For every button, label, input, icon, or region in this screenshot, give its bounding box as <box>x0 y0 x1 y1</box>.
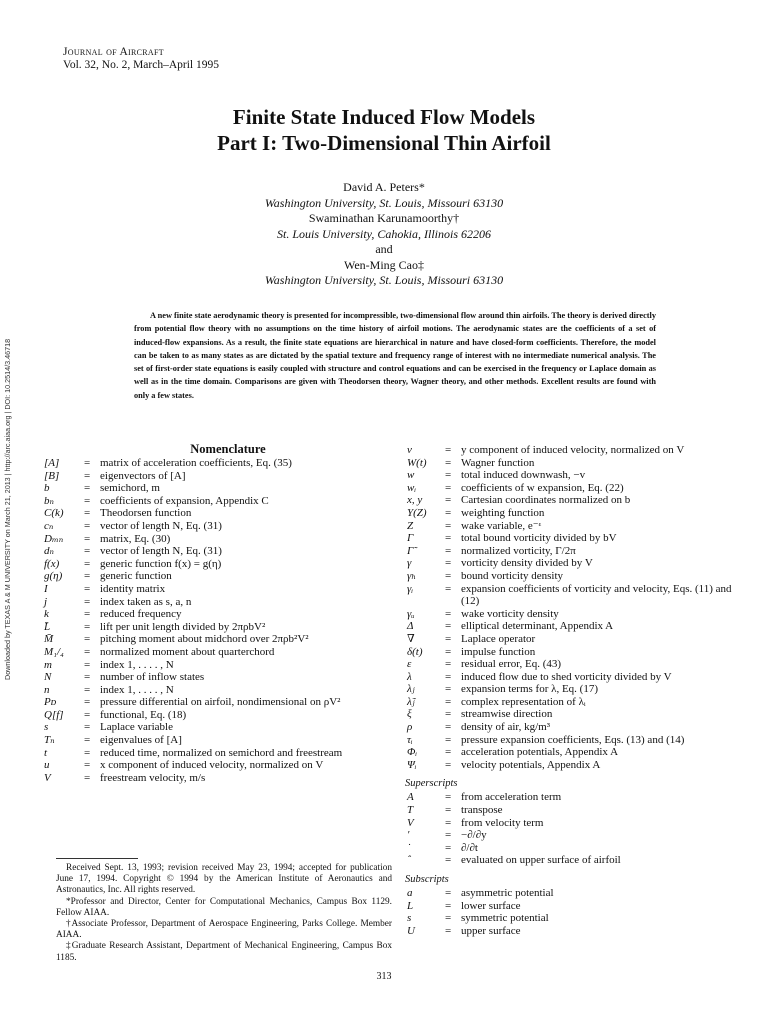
nomenclature-symbol: t <box>44 746 48 759</box>
nomenclature-symbol: V <box>407 816 414 829</box>
nomenclature-equals: = <box>445 444 452 456</box>
nomenclature-equals: = <box>445 481 452 494</box>
nomenclature-equals: = <box>84 683 91 696</box>
nomenclature-definition: complex representation of λᵢ <box>461 695 586 708</box>
nomenclature-symbol: A <box>407 791 414 804</box>
nomenclature-entry <box>405 696 735 709</box>
nomenclature-definition: total induced downwash, −v <box>461 469 586 482</box>
nomenclature-entry <box>42 696 392 709</box>
nomenclature-equals: = <box>445 791 452 804</box>
nomenclature-definition: streamwise direction <box>461 708 553 721</box>
nomenclature-equals: = <box>84 734 91 747</box>
nomenclature-entry <box>42 671 392 684</box>
nomenclature-symbol: n <box>44 683 50 696</box>
nomenclature-equals: = <box>445 829 452 842</box>
nomenclature-entry <box>42 659 392 672</box>
paper-title <box>0 104 768 156</box>
author-affiliation: Washington University, St. Louis, Missouri 63130 <box>264 273 504 287</box>
footnote: *Professor and Director, Center for Computational Mechanics, Campus Box 1129. Fellow AIAA. <box>56 896 392 918</box>
nomenclature-entry <box>405 633 735 646</box>
nomenclature-definition: generic function <box>100 570 172 583</box>
nomenclature-equals: = <box>84 759 91 772</box>
nomenclature-entry <box>42 570 392 583</box>
nomenclature-entry <box>405 804 735 817</box>
nomenclature-equals: = <box>84 582 91 595</box>
nomenclature-entry <box>405 494 735 507</box>
nomenclature-equals: = <box>445 841 452 854</box>
nomenclature-symbol: cₙ <box>44 519 54 532</box>
nomenclature-symbol: Y(Z) <box>407 506 427 519</box>
nomenclature-symbol: Ψᵢ <box>407 758 417 771</box>
nomenclature-definition: Wagner function <box>461 456 535 469</box>
nomenclature-symbol: ˆ <box>407 854 411 867</box>
nomenclature-entry <box>405 759 735 772</box>
nomenclature-definition: identity matrix <box>100 582 166 595</box>
nomenclature-definition: total bound vorticity divided by bV <box>461 532 617 545</box>
footnote: ‡Graduate Research Assistant, Department of Mechanical Engineering, Campus Box 1185. <box>56 941 392 963</box>
nomenclature-symbol: Γ <box>407 532 414 545</box>
nomenclature-entry <box>405 545 735 558</box>
nomenclature-equals: = <box>445 519 452 532</box>
nomenclature-symbol: λ <box>407 670 412 683</box>
nomenclature-entry <box>42 457 392 470</box>
nomenclature-definition: upper surface <box>461 924 521 937</box>
nomenclature-equals: = <box>84 507 91 520</box>
nomenclature-definition: evaluated on upper surface of airfoil <box>461 854 621 867</box>
nomenclature-entry <box>405 532 735 545</box>
nomenclature-symbol: g(η) <box>44 570 63 583</box>
nomenclature-equals: = <box>84 620 91 633</box>
nomenclature-entry <box>42 470 392 483</box>
nomenclature-entry <box>405 507 735 520</box>
nomenclature-equals: = <box>445 494 452 507</box>
journal-name: Journal of Aircraft <box>63 46 164 58</box>
nomenclature-symbol: Z <box>407 519 414 532</box>
nomenclature-entry <box>405 520 735 533</box>
nomenclature-definition: generic function f(x) = g(η) <box>100 557 222 570</box>
nomenclature-definition: asymmetric potential <box>461 887 554 899</box>
nomenclature-equals: = <box>84 708 91 721</box>
nomenclature-equals: = <box>445 544 452 557</box>
nomenclature-entry <box>405 683 735 696</box>
nomenclature-equals: = <box>445 670 452 683</box>
nomenclature-entry <box>42 747 392 760</box>
nomenclature-definition: pressure differential on airfoil, nondimensional on ρV² <box>100 696 341 709</box>
title-line-1: Finite State Induced Flow Models <box>232 105 536 129</box>
nomenclature-equals: = <box>445 854 452 867</box>
nomenclature-equals: = <box>445 620 452 633</box>
nomenclature-entry <box>42 608 392 621</box>
nomenclature-equals: = <box>445 758 452 771</box>
nomenclature-definition: pitching moment about midchord over 2πρb²V² <box>100 633 309 646</box>
nomenclature-entry <box>405 791 735 804</box>
nomenclature-definition: Cartesian coordinates normalized on b <box>461 494 631 507</box>
nomenclature-definition: x component of induced velocity, normalized on V <box>100 759 324 772</box>
nomenclature-entry <box>405 854 735 867</box>
nomenclature-left-column <box>42 457 392 784</box>
nomenclature-equals: = <box>445 632 452 645</box>
nomenclature-entry <box>42 545 392 558</box>
nomenclature-symbol: w <box>407 469 415 482</box>
nomenclature-symbol: m <box>44 658 52 671</box>
nomenclature-equals: = <box>445 557 452 570</box>
nomenclature-entry <box>42 621 392 634</box>
nomenclature-definition: pressure expansion coefficients, Eqs. (13) and (14) <box>461 733 685 746</box>
nomenclature-equals: = <box>84 771 91 784</box>
nomenclature-definition: elliptical determinant, Appendix A <box>461 620 614 633</box>
nomenclature-symbol: Γ̃ <box>407 544 414 557</box>
nomenclature-definition: matrix, Eq. (30) <box>100 532 171 545</box>
nomenclature-equals: = <box>445 582 452 595</box>
nomenclature-symbol: δ(t) <box>407 645 423 658</box>
nomenclature-equals: = <box>445 924 452 937</box>
nomenclature-entry <box>42 709 392 722</box>
title-line-2: Part I: Two-Dimensional Thin Airfoil <box>217 131 551 155</box>
nomenclature-equals: = <box>445 658 452 671</box>
nomenclature-equals: = <box>445 721 452 734</box>
nomenclature-definition: ∂/∂t <box>461 841 478 854</box>
author-name: and <box>375 242 393 256</box>
nomenclature-equals: = <box>445 469 452 482</box>
nomenclature-symbol: b <box>44 482 50 495</box>
nomenclature-entry <box>405 842 735 855</box>
nomenclature-entry <box>405 887 735 900</box>
author-name: Wen-Ming Cao‡ <box>343 257 425 272</box>
nomenclature-definition: lift per unit length divided by 2πρbV² <box>100 620 266 633</box>
nomenclature-entry <box>405 721 735 734</box>
nomenclature-symbol: ′ <box>407 829 410 842</box>
nomenclature-entry <box>405 482 735 495</box>
nomenclature-equals: = <box>445 746 452 759</box>
nomenclature-symbol: Q[f] <box>44 708 64 721</box>
abstract: A new finite state aerodynamic theory is presented for incompressible, two-dimensional flow around thin airfoils. The theory is derived directly from potential flow theory with no assumptions on the time history of airfoil motions. The aerodynamic states are the coefficients of a set of induced-flow expansions. As a result, the finite state equations are hierarchical in nature and have closed-form coefficients. Therefore, the model can be taken to as many states as are dictated by the spatial texture and frequency range of interest with no intermediate numerical analysis. The set of first-order state equations is easily coupled with structure and control equations and can be exercised in the frequency or Laplace domain as well as in the time domain. Comparisons are given with Theodorsen theory, Wagner theory, and other methods. Excellent results are found with only a few states. <box>134 311 656 400</box>
nomenclature-definition: coefficients of w expansion, Eq. (22) <box>461 481 624 494</box>
nomenclature-equals: = <box>445 899 452 912</box>
nomenclature-symbol: V <box>44 771 51 784</box>
nomenclature-equals: = <box>445 569 452 582</box>
nomenclature-entry <box>42 482 392 495</box>
nomenclature-entry <box>42 759 392 772</box>
nomenclature-definition: reduced time, normalized on semichord and freestream <box>100 746 343 759</box>
nomenclature-equals: = <box>445 695 452 708</box>
superscripts-list <box>405 791 735 867</box>
nomenclature-symbol: τᵢ <box>407 733 413 746</box>
nomenclature-definition: normalized moment about quarterchord <box>100 645 275 658</box>
nomenclature-entry <box>405 734 735 747</box>
nomenclature-entry <box>405 620 735 633</box>
nomenclature-definition: −∂/∂y <box>461 829 487 842</box>
nomenclature-definition: expansion coefficients of vorticity and velocity, Eqs. (11) and (12) <box>461 582 732 608</box>
nomenclature-symbol: L <box>407 899 414 912</box>
nomenclature-definition: vector of length N, Eq. (31) <box>100 545 222 558</box>
nomenclature-entry <box>42 507 392 520</box>
nomenclature-equals: = <box>84 671 91 684</box>
nomenclature-equals: = <box>445 708 452 721</box>
nomenclature-equals: = <box>84 721 91 734</box>
download-watermark-text: Downloaded by TEXAS A & M UNIVERSITY on March 21, 2013 | http://arc.aiaa.org | DOI: 10.2514/3.46718 <box>3 338 12 680</box>
nomenclature-equals: = <box>84 469 91 482</box>
nomenclature-entry <box>42 520 392 533</box>
nomenclature-heading: Nomenclature <box>190 442 266 456</box>
nomenclature-definition: functional, Eq. (18) <box>100 708 187 721</box>
nomenclature-symbol: [B] <box>44 469 60 482</box>
nomenclature-symbol: x, y <box>407 494 423 507</box>
nomenclature-equals: = <box>84 457 91 469</box>
nomenclature-entry <box>405 557 735 570</box>
nomenclature-symbol: ˙ <box>407 841 411 854</box>
nomenclature-equals: = <box>445 887 452 899</box>
nomenclature-symbol: Pᴅ <box>44 696 57 709</box>
nomenclature-symbol: j <box>44 595 48 608</box>
footnote: †Associate Professor, Department of Aerospace Engineering, Parks College. Member AIAA. <box>56 919 392 941</box>
nomenclature-equals: = <box>84 545 91 558</box>
nomenclature-equals: = <box>445 912 452 925</box>
nomenclature-definition: wake variable, e⁻ᵋ <box>461 519 542 532</box>
nomenclature-definition: eigenvalues of [A] <box>100 734 182 747</box>
nomenclature-entry <box>405 829 735 842</box>
nomenclature-definition: vector of length N, Eq. (31) <box>100 519 222 532</box>
nomenclature-entry <box>42 772 392 785</box>
nomenclature-symbol: M̄ <box>44 633 54 646</box>
nomenclature-symbol: wᵢ <box>407 481 417 494</box>
nomenclature-symbol: U <box>407 924 415 937</box>
nomenclature-symbol: dₙ <box>44 545 54 558</box>
nomenclature-equals: = <box>445 816 452 829</box>
nomenclature-equals: = <box>84 633 91 646</box>
nomenclature-definition: density of air, kg/m³ <box>461 721 551 734</box>
nomenclature-definition: weighting function <box>461 506 545 519</box>
nomenclature-definition: impulse function <box>461 645 536 658</box>
nomenclature-equals: = <box>84 519 91 532</box>
nomenclature-entry <box>405 457 735 470</box>
nomenclature-entry <box>42 495 392 508</box>
nomenclature-symbol: v <box>407 444 412 456</box>
nomenclature-symbol: [A] <box>44 457 60 469</box>
nomenclature-entry <box>405 444 735 457</box>
nomenclature-definition: semichord, m <box>100 482 160 495</box>
nomenclature-entry <box>405 900 735 913</box>
nomenclature-symbol: W(t) <box>407 456 427 469</box>
nomenclature-symbol: f(x) <box>44 557 60 570</box>
nomenclature-definition: freestream velocity, m/s <box>100 771 206 784</box>
nomenclature-entry <box>405 570 735 583</box>
nomenclature-entry <box>405 583 735 608</box>
nomenclature-equals: = <box>445 456 452 469</box>
journal-header <box>63 46 219 72</box>
nomenclature-symbol: s <box>44 721 49 734</box>
nomenclature-definition: normalized vorticity, Γ/2π <box>461 544 576 557</box>
subscripts-list <box>405 887 735 937</box>
journal-volume: Vol. 32, No. 2, March–April 1995 <box>63 59 219 71</box>
nomenclature-equals: = <box>84 658 91 671</box>
nomenclature-equals: = <box>445 645 452 658</box>
nomenclature-entry <box>42 646 392 659</box>
nomenclature-symbol: a <box>407 887 413 899</box>
nomenclature-symbol: Tₙ <box>44 734 55 747</box>
author-name: David A. Peters* <box>343 180 425 194</box>
nomenclature-definition: from velocity term <box>461 816 544 829</box>
nomenclature-equals: = <box>84 494 91 507</box>
nomenclature-symbol: γᵢ <box>407 582 414 595</box>
footnotes <box>56 863 392 964</box>
nomenclature-symbol: Φᵢ <box>407 746 418 759</box>
nomenclature-equals: = <box>84 570 91 583</box>
nomenclature-symbol: L̄ <box>44 620 51 633</box>
nomenclature-equals: = <box>445 506 452 519</box>
nomenclature-entry <box>405 912 735 925</box>
nomenclature-equals: = <box>84 696 91 709</box>
nomenclature-symbol: N <box>44 671 52 684</box>
nomenclature-entry <box>42 633 392 646</box>
nomenclature-definition: eigenvectors of [A] <box>100 469 186 482</box>
nomenclature-equals: = <box>445 733 452 746</box>
nomenclature-symbol: Dₘₙ <box>44 532 64 545</box>
nomenclature-entry <box>42 558 392 571</box>
nomenclature-symbol: bₙ <box>44 494 54 507</box>
nomenclature-symbol: ε <box>407 658 412 671</box>
nomenclature-definition: reduced frequency <box>100 608 182 621</box>
nomenclature-definition: index 1, . . . . , N <box>100 658 174 671</box>
nomenclature-symbol: ρ <box>407 721 413 734</box>
nomenclature-symbol: γ <box>407 557 412 570</box>
nomenclature-entry <box>42 721 392 734</box>
nomenclature-equals: = <box>445 683 452 696</box>
nomenclature-entry <box>405 469 735 482</box>
nomenclature-equals: = <box>445 607 452 620</box>
subscripts-heading: Subscripts <box>405 874 449 885</box>
nomenclature-symbol: γₕ <box>407 569 417 582</box>
nomenclature-definition: bound vorticity density <box>461 569 564 582</box>
author-name: Swaminathan Karunamoorthy† <box>308 211 460 225</box>
footnote: Received Sept. 13, 1993; revision received May 23, 1994; accepted for publication June 17, 1994. Copyright © 1994 by the American Institute of Aeronautics and Astronautics, Inc. All rights reserved. <box>56 863 392 896</box>
nomenclature-equals: = <box>84 608 91 621</box>
nomenclature-equals: = <box>84 746 91 759</box>
nomenclature-definition: acceleration potentials, Appendix A <box>461 746 619 759</box>
author-affiliation: St. Louis University, Cahokia, Illinois 62206 <box>276 226 491 241</box>
nomenclature-symbol: s <box>407 912 412 925</box>
nomenclature-right-column <box>405 444 735 937</box>
nomenclature-equals: = <box>84 482 91 495</box>
nomenclature-definition: matrix of acceleration coefficients, Eq. (35) <box>100 457 292 469</box>
nomenclature-definition: index 1, . . . . , N <box>100 683 174 696</box>
author-block <box>0 180 768 289</box>
nomenclature-equals: = <box>84 645 91 658</box>
nomenclature-symbol: λⱼ <box>407 683 415 696</box>
nomenclature-symbol: u <box>44 759 50 772</box>
nomenclature-equals: = <box>84 532 91 545</box>
nomenclature-entry <box>405 671 735 684</box>
nomenclature-definition: index taken as s, a, n <box>100 595 192 608</box>
nomenclature-definition: lower surface <box>461 899 521 912</box>
nomenclature-symbol: ∇ <box>407 632 415 645</box>
superscripts-heading: Superscripts <box>405 778 458 790</box>
nomenclature-equals: = <box>84 557 91 570</box>
nomenclature-right-list <box>405 444 735 771</box>
nomenclature-symbol: M₁/₄ <box>44 645 64 658</box>
nomenclature-definition: from acceleration term <box>461 791 562 804</box>
nomenclature-equals: = <box>445 532 452 545</box>
nomenclature-definition: vorticity density divided by V <box>461 557 593 570</box>
nomenclature-symbol: T <box>407 804 414 817</box>
nomenclature-entry <box>42 684 392 697</box>
nomenclature-entry <box>405 746 735 759</box>
nomenclature-definition: transpose <box>461 804 503 817</box>
nomenclature-equals: = <box>84 595 91 608</box>
footnote-rule <box>56 858 138 859</box>
download-watermark <box>0 120 16 760</box>
nomenclature-definition: wake vorticity density <box>461 607 559 620</box>
nomenclature-definition: symmetric potential <box>461 912 549 925</box>
nomenclature-definition: Laplace operator <box>461 632 536 645</box>
nomenclature-symbol: k <box>44 608 49 621</box>
nomenclature-entry <box>405 817 735 830</box>
nomenclature-equals: = <box>445 804 452 817</box>
nomenclature-definition: Theodorsen function <box>100 507 192 520</box>
page-number: 313 <box>376 971 392 982</box>
nomenclature-entry <box>405 608 735 621</box>
nomenclature-symbol: I <box>44 582 48 595</box>
nomenclature-entry <box>42 596 392 609</box>
nomenclature-definition: velocity potentials, Appendix A <box>461 758 601 771</box>
nomenclature-definition: residual error, Eq. (43) <box>461 658 562 671</box>
nomenclature-entry <box>42 533 392 546</box>
nomenclature-symbol: γᵤ <box>407 607 415 620</box>
nomenclature-entry <box>405 925 735 938</box>
nomenclature-entry <box>405 708 735 721</box>
nomenclature-entry <box>42 583 392 596</box>
nomenclature-definition: y component of induced velocity, normalized on V <box>461 444 685 456</box>
nomenclature-entry <box>405 658 735 671</box>
nomenclature-symbol: Δ <box>407 620 414 633</box>
nomenclature-symbol: C(k) <box>44 507 64 520</box>
nomenclature-entry <box>405 646 735 659</box>
nomenclature-symbol: λ̃ⱼ <box>407 695 415 708</box>
nomenclature-definition: expansion terms for λ, Eq. (17) <box>461 683 598 696</box>
nomenclature-definition: Laplace variable <box>100 721 173 734</box>
nomenclature-definition: induced flow due to shed vorticity divided by V <box>461 670 672 683</box>
nomenclature-definition: number of inflow states <box>100 671 205 684</box>
nomenclature-entry <box>42 734 392 747</box>
nomenclature-symbol: ξ <box>407 708 412 721</box>
nomenclature-definition: coefficients of expansion, Appendix C <box>100 494 269 507</box>
author-affiliation: Washington University, St. Louis, Missouri 63130 <box>264 195 504 210</box>
